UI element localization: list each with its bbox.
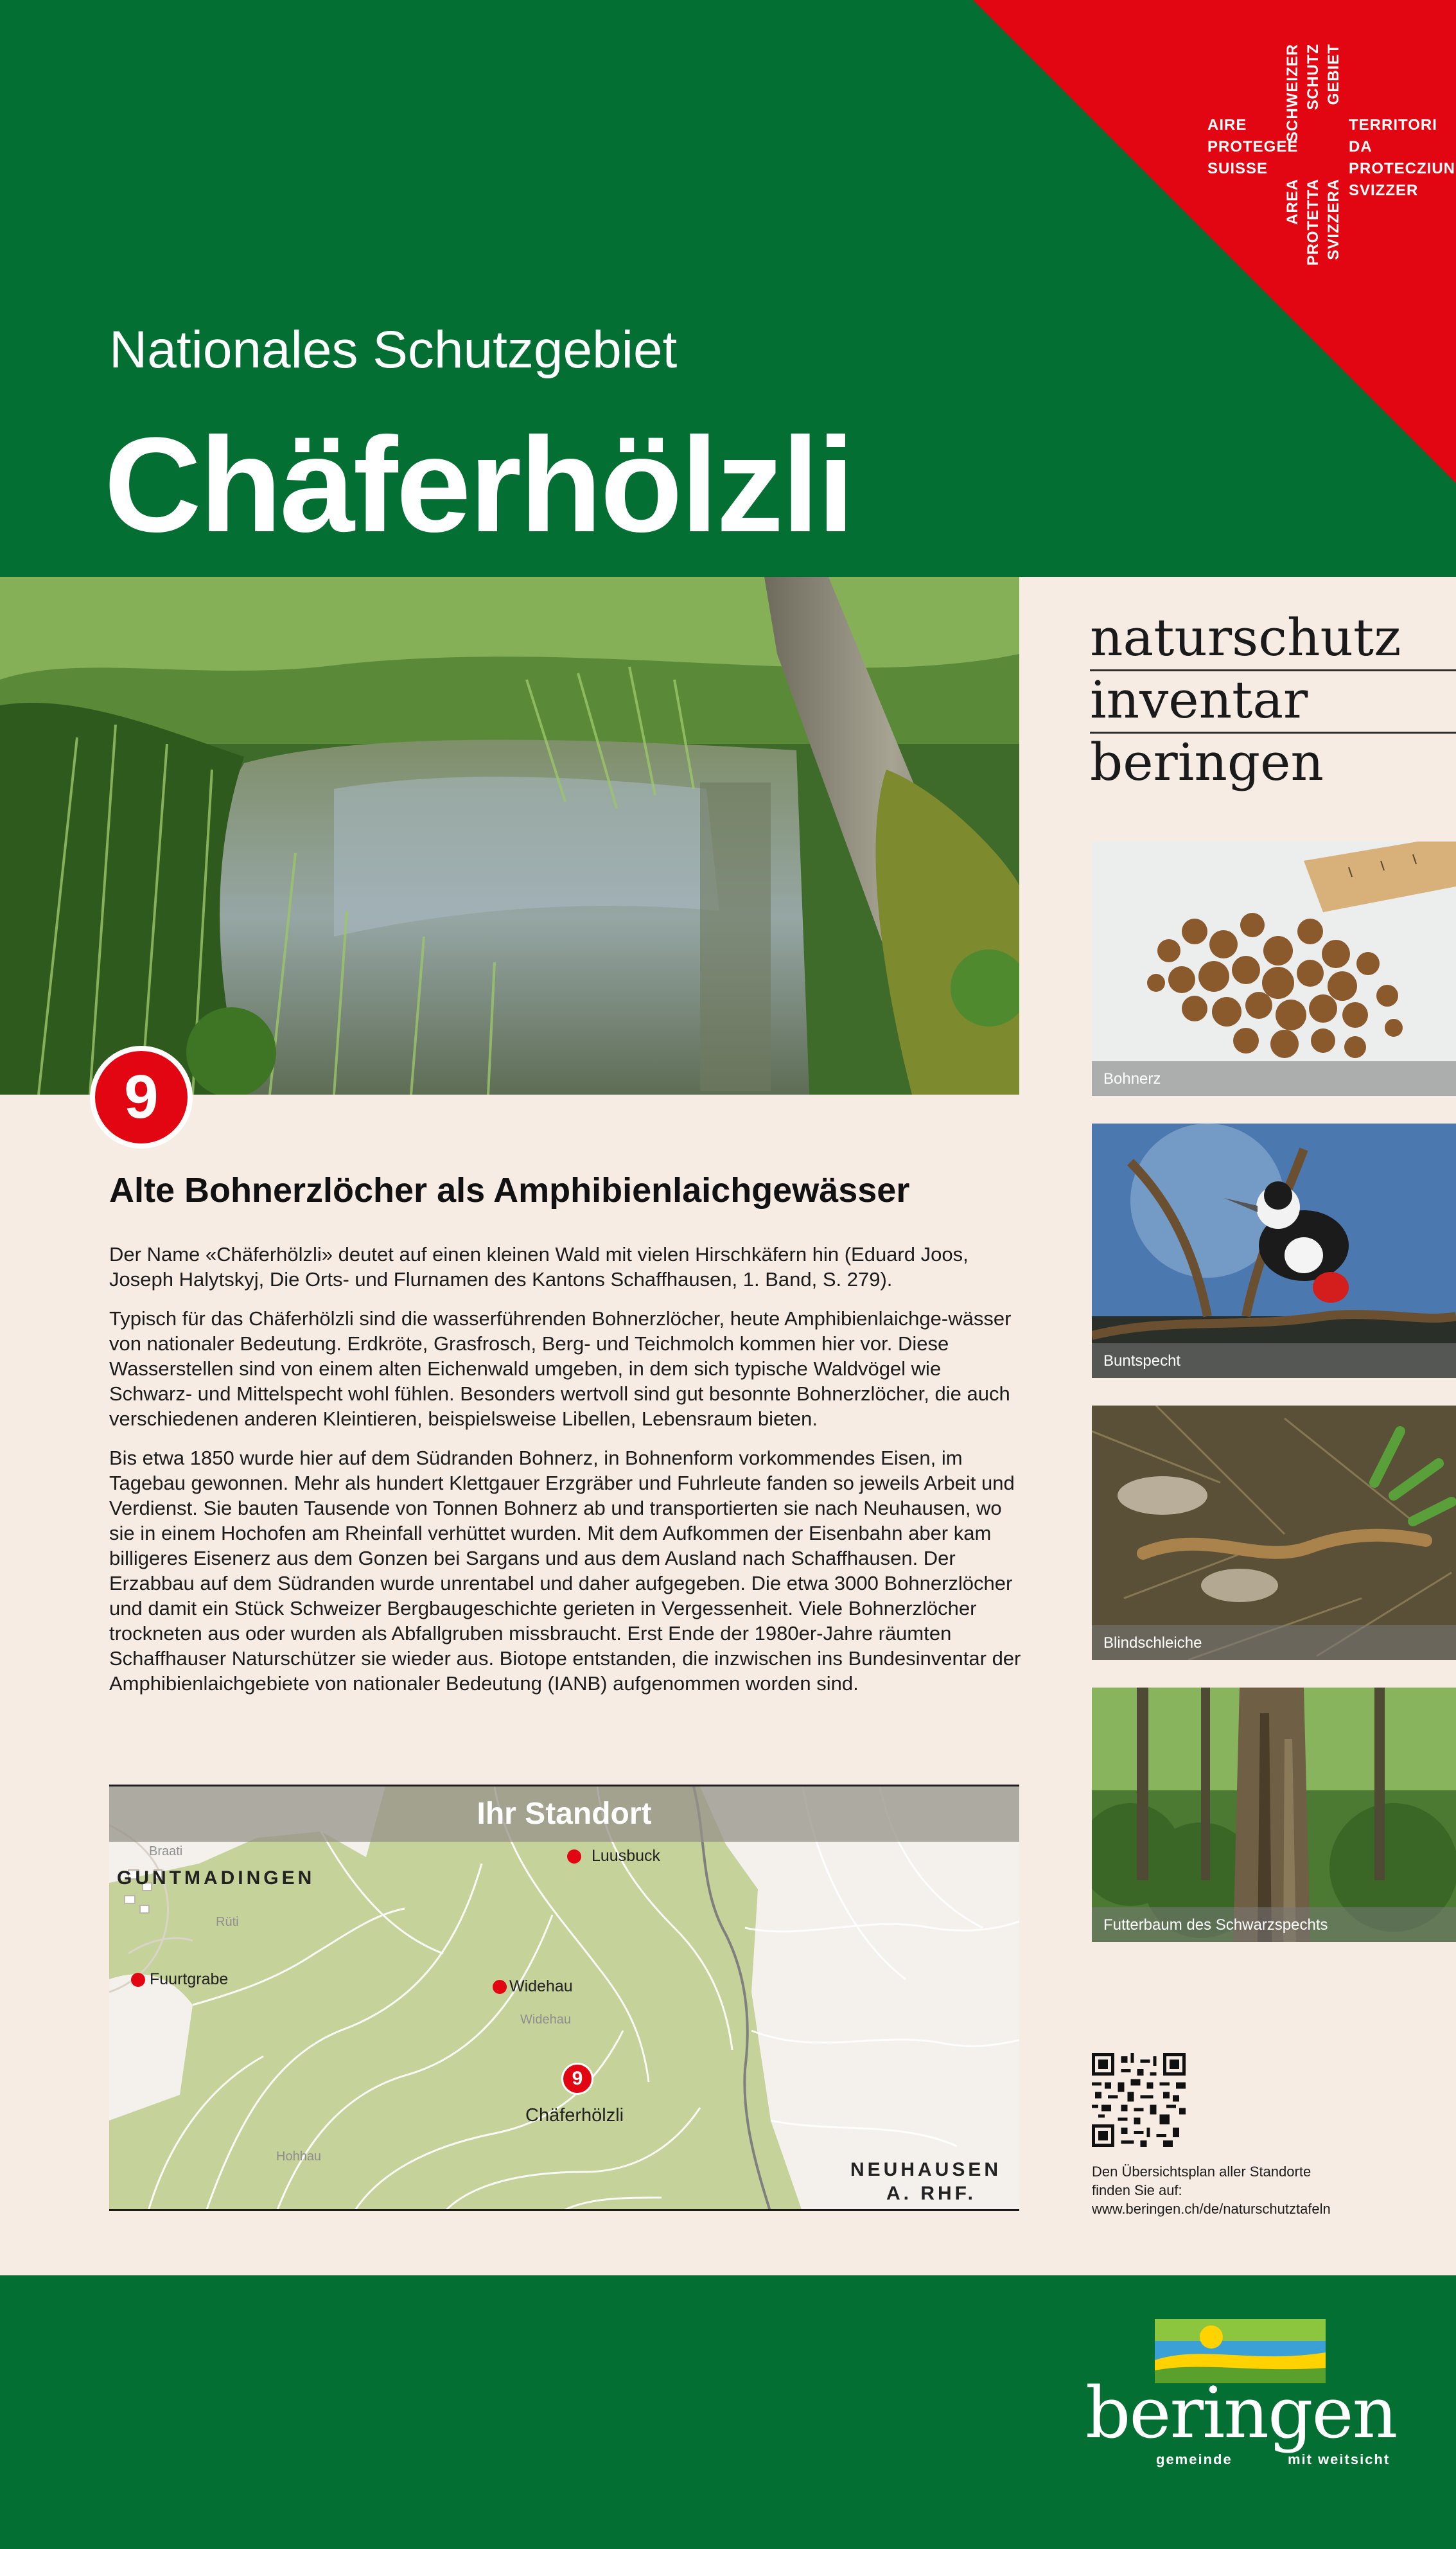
badge-text: SVIZZERA bbox=[1325, 179, 1342, 260]
badge-left-text bbox=[1207, 114, 1298, 180]
body-text bbox=[109, 1242, 1021, 1710]
map-town-label: A. RHF. bbox=[886, 2183, 976, 2204]
location-map bbox=[109, 1785, 1019, 2211]
beringen-logo bbox=[1085, 2319, 1397, 2480]
map-banner bbox=[109, 1786, 1019, 1842]
photo-caption: Blindschleiche bbox=[1092, 1625, 1456, 1660]
badge-text: SCHUTZ bbox=[1304, 44, 1322, 110]
map-minor-label: Hohhau bbox=[276, 2149, 322, 2164]
wordmark-line: beringen bbox=[1090, 732, 1324, 792]
slowworm-image bbox=[1092, 1406, 1456, 1660]
paragraph: Typisch für das Chäferhölzli sind die wasserführenden Bohnerzlöcher, heute Amphibienlaichge-wässer von nationaler Bedeutung. Erdkröte, Grasfrosch, Berg- und Teichmolch kommen hier vor. Diese Wasserstellen sind von einem alten Eichenwald umgeben, in dem sich typische Waldvögel wie Schwarz- und Mittelspecht wohl fühlen. Besonders wertvoll sind gut besonnte Bohnerzlöcher, die auch verschiedenen anderen Kleintieren, beispielsweise Libellen, Lebensraum bieten. bbox=[109, 1307, 1012, 1430]
qr-link[interactable]: www.beringen.ch/de/naturschutztafeln bbox=[1092, 2201, 1331, 2217]
logo-tagline-right: mit weitsicht bbox=[1287, 2451, 1390, 2467]
map-place-label: Fuurtgrabe bbox=[150, 1970, 229, 1988]
logo-tagline-left: gemeinde bbox=[1156, 2451, 1232, 2467]
map-terrain bbox=[109, 1786, 1019, 2211]
bohnerz-image bbox=[1092, 842, 1456, 1096]
qr-text-line: Den Übersichtsplan aller Standorte bbox=[1092, 2164, 1311, 2180]
badge-text: GEBIET bbox=[1325, 44, 1342, 105]
badge-text: SCHWEIZER bbox=[1284, 44, 1301, 142]
map-town-label: NEUHAUSEN bbox=[850, 2159, 1002, 2180]
logo-tagline bbox=[1156, 2451, 1390, 2468]
page-subtitle: Nationales Schutzgebiet bbox=[109, 321, 678, 379]
header-banner bbox=[0, 0, 1456, 577]
badge-text: PROTEGEE bbox=[1207, 138, 1299, 155]
wordmark-line: inventar bbox=[1090, 671, 1456, 734]
map-banner-title: Ihr Standort bbox=[477, 1797, 652, 1831]
map-place-label: Widehau bbox=[509, 1977, 573, 1995]
page-title: Chäferhölzli bbox=[104, 409, 853, 560]
section-heading: Alte Bohnerzlöcher als Amphibienlaichgewässer bbox=[109, 1171, 910, 1210]
current-location-pin: 9 bbox=[561, 2063, 593, 2095]
map-location-dot bbox=[131, 1973, 145, 1987]
map-minor-label: Braati bbox=[149, 1844, 183, 1858]
badge-text: AREA bbox=[1284, 179, 1301, 225]
map-location-dot bbox=[567, 1849, 581, 1864]
map-town-label: GUNTMADINGEN bbox=[117, 1867, 315, 1889]
map-place-label-current: Chäferhölzli bbox=[525, 2105, 624, 2126]
map-location-dot bbox=[493, 1980, 507, 1994]
photo-buntspecht bbox=[1092, 1124, 1456, 1378]
woodpecker-image bbox=[1092, 1124, 1456, 1378]
badge-vertical-top bbox=[1283, 44, 1347, 142]
photo-caption: Futterbaum des Schwarzspechts bbox=[1092, 1907, 1456, 1942]
badge-vertical-bottom bbox=[1283, 179, 1347, 266]
badge-right-text bbox=[1349, 114, 1455, 202]
badge-text: AIRE bbox=[1207, 116, 1247, 134]
map-place-label: Luusbuck bbox=[592, 1847, 661, 1865]
pond-illustration bbox=[0, 577, 1019, 1095]
qr-code[interactable] bbox=[1092, 2053, 1186, 2147]
badge-text: PROTECZIUN bbox=[1349, 160, 1455, 177]
wordmark-line: naturschutz bbox=[1090, 609, 1456, 671]
badge-text: PROTETTA bbox=[1304, 179, 1322, 266]
map-minor-label: Widehau bbox=[520, 2013, 571, 2027]
photo-bohnerz bbox=[1092, 842, 1456, 1096]
photo-futterbaum bbox=[1092, 1688, 1456, 1942]
swiss-protected-area-badge bbox=[1207, 44, 1455, 266]
hero-photo-pond bbox=[0, 577, 1019, 1095]
badge-text: SUISSE bbox=[1207, 160, 1268, 177]
naturschutz-wordmark bbox=[1090, 609, 1456, 796]
paragraph: Der Name «Chäferhölzli» deutet auf einen kleinen Wald mit vielen Hirschkäfern hin (Eduard Joos, Joseph Halytskyj, Die Orts- und Flurnamen des Kantons Schaffhausen, 1. Band, S. 279). bbox=[109, 1243, 969, 1291]
map-minor-label: Rüti bbox=[216, 1915, 239, 1929]
location-number-badge: 9 bbox=[90, 1046, 193, 1149]
paragraph: Bis etwa 1850 wurde hier auf dem Südranden Bohnerz, in Bohnenform vorkommendes Eisen, im Tagebau gewonnen. Mehr als hundert Klettgauer Erzgräber und Fuhrleute fanden so jeweils Arbeit und Verdienst. Sie bauten Tausende von Tonnen Bohnerz ab und transportierten sie nach Neuhausen, wo sie in einem Hochofen am Rheinfall verhüttet wurden. Mit dem Aufkommen der Eisenbahn aber kam billigeres Eisenerz aus dem Gonzen bei Sargans und aus dem Ausland nach Schaffhausen. Der Erzabbau auf dem Südranden wurde unrentabel und daher aufgegeben. Die etwa 3000 Bohnerzlöcher und damit ein Stück Schweizer Bergbaugeschichte gerieten in Vergessenheit. Viele Bohnerzlöcher trockneten aus oder wurden als Abfallgruben missbraucht. Erst Ende der 1980er-Jahre räumten Schaffhauser Naturschützer sie wieder aus. Biotope entstanden, die inzwischen ins Bundesinventar der Amphibienlaichgebiete von nationaler Bedeutung (IANB) aufgenommen worden sind. bbox=[109, 1447, 1021, 1695]
qr-text-line: finden Sie auf: bbox=[1092, 2182, 1182, 2198]
qr-description bbox=[1092, 2162, 1426, 2218]
badge-text: SVIZZER bbox=[1349, 182, 1419, 199]
tree-image bbox=[1092, 1688, 1456, 1942]
photo-caption: Bohnerz bbox=[1092, 1061, 1456, 1096]
logo-wordmark: beringen bbox=[1085, 2372, 1397, 2454]
photo-blindschleiche bbox=[1092, 1406, 1456, 1660]
photo-caption: Buntspecht bbox=[1092, 1343, 1456, 1378]
badge-text: TERRITORI DA bbox=[1349, 116, 1437, 155]
